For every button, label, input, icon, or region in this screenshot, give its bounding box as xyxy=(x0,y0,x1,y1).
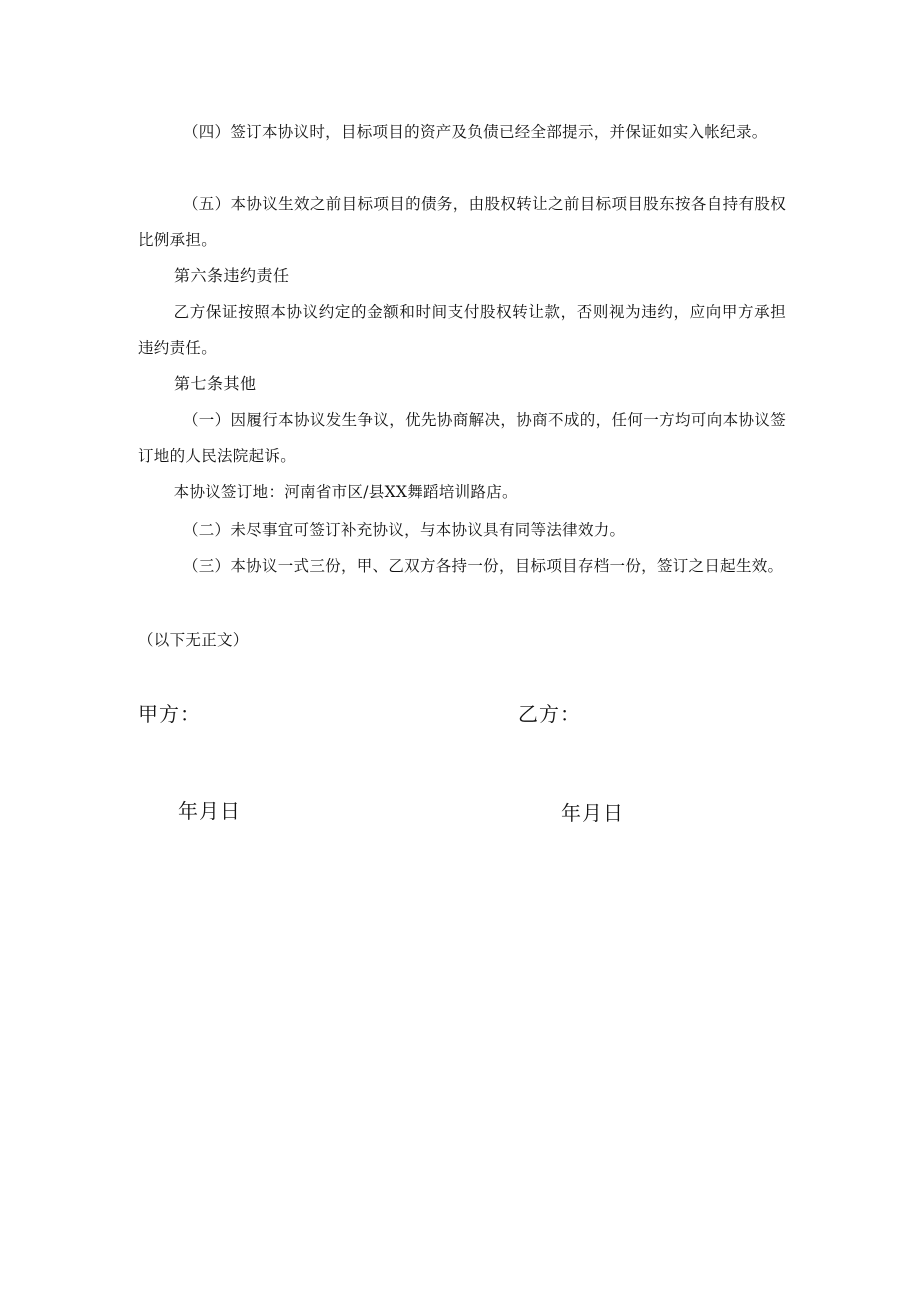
article-7-item-1: （一）因履行本协议发生争议，优先协商解决，协商不成的，任何一方均可向本协议签订地的人民法院起诉。 xyxy=(138,411,786,465)
party-a-date: 年月日 xyxy=(178,799,241,823)
clause-5: （五）本协议生效之前目标项目的债务，由股权转让之前目标项目股东按各自持有股权比例承担。 xyxy=(138,195,786,249)
article-7-item-3: （三）本协议一式三份，甲、乙双方各持一份，目标项目存档一份，签订之日起生效。 xyxy=(182,557,784,575)
signing-place: 本协议签订地：河南省市区/县XX舞蹈培训路店。 xyxy=(173,483,518,501)
end-note: （以下无正文） xyxy=(138,631,249,649)
party-b-date: 年月日 xyxy=(561,801,624,825)
party-a-label: 甲方： xyxy=(138,702,201,726)
article-6-body: 乙方保证按照本协议约定的金额和时间支付股权转让款，否则视为违约，应向甲方承担违约责任。 xyxy=(138,303,786,357)
article-7-item-2: （二）未尽事宜可签订补充协议，与本协议具有同等法律效力。 xyxy=(182,521,626,539)
party-b-label: 乙方： xyxy=(518,702,581,726)
article-7-heading: 第七条其他 xyxy=(174,374,257,393)
clause-4: （四）签订本协议时，目标项目的资产及负债已经全部提示，并保证如实入帐纪录。 xyxy=(182,123,768,141)
article-6-heading: 第六条违约责任 xyxy=(174,266,290,285)
